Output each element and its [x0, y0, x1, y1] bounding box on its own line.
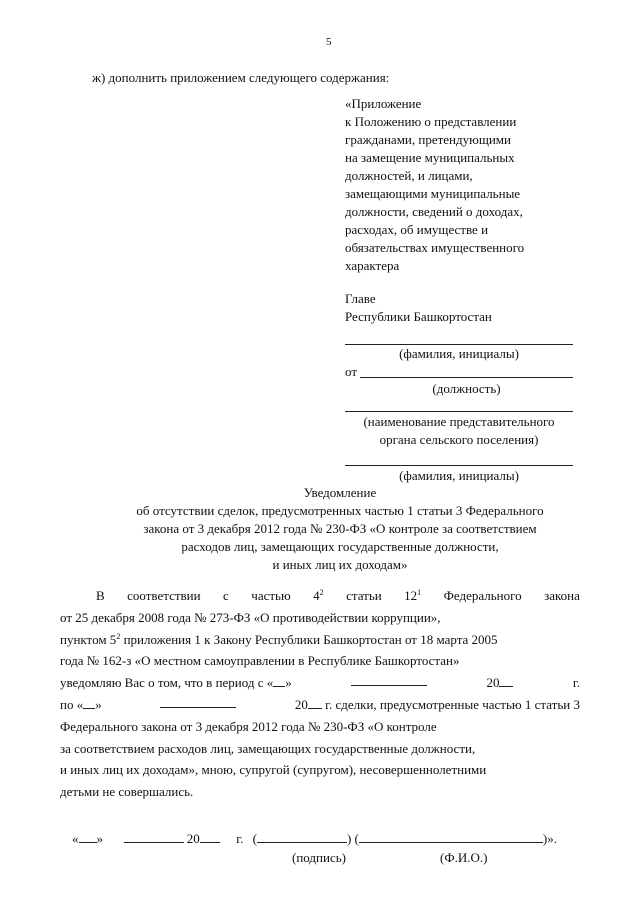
appendix-heading: [345, 95, 585, 275]
appendix-line: к Положению о представлении: [345, 114, 517, 129]
month-field[interactable]: [351, 672, 427, 686]
from-field-line[interactable]: [360, 377, 573, 378]
appendix-line: «Приложение: [345, 96, 422, 111]
month-to-field[interactable]: [160, 694, 236, 708]
title-line: об отсутствии сделок, предусмотренных частью 1 статьи 3 Федерального: [136, 503, 544, 518]
body-line-5: уведомляю Вас о том, что в период с « » 20 г.: [60, 672, 580, 694]
addressee-block: [345, 290, 492, 326]
intro-line: ж) дополнить приложением следующего содержания:: [92, 70, 390, 85]
position-caption: (должность): [432, 381, 501, 396]
sign-month-field[interactable]: [124, 829, 184, 843]
body-line-3: пунктом $5^2$ приложения 1 к Закону Республики Башкортостан от 18 марта 2005: [60, 631, 498, 647]
year-field[interactable]: [499, 673, 513, 687]
body-line-9: и иных лиц их доходам», мною, супругой (супругом), несовершеннолетними: [60, 762, 487, 778]
body-line-10: детьми не совершались.: [60, 784, 194, 800]
from-label: от: [345, 364, 358, 379]
title-line: расходов лиц, замещающих государственные должности,: [181, 539, 499, 554]
day-field[interactable]: [273, 673, 285, 687]
appendix-line: гражданами, претендующими: [345, 132, 511, 147]
appendix-line: должностей, и лицами,: [345, 168, 473, 183]
fio-field[interactable]: [359, 829, 543, 843]
signature-caption: (подпись): [292, 850, 346, 865]
appendix-line: на замещение муниципальных: [345, 150, 515, 165]
body-line-2: от 25 декабря 2008 года № 273-ФЗ «О противодействии коррупции»,: [60, 609, 441, 625]
body-line-8: за соответствием расходов лиц, замещающих государственные должности,: [60, 740, 476, 756]
day-to-field[interactable]: [83, 695, 95, 709]
body-caption-1: (наименование представительного: [363, 414, 555, 429]
title-line: закона от 3 декабря 2012 года № 230-ФЗ «О контроле за соответствием: [143, 521, 537, 536]
appendix-line: обязательствах имущественного: [345, 240, 525, 255]
addressee-line: Главе: [345, 291, 376, 306]
year-to-field[interactable]: [308, 695, 322, 709]
body-name-field-line[interactable]: [345, 411, 573, 412]
name2-caption: (фамилия, инициалы): [399, 468, 519, 483]
body-line-1: В соответствии с частью $4^2$ статьи $12^1$ Федерального закона: [96, 588, 580, 603]
title-line: Уведомление: [303, 485, 377, 500]
name2-field-line[interactable]: [345, 465, 573, 466]
fio-caption: (Ф.И.О.): [440, 850, 488, 865]
name-caption: (фамилия, инициалы): [399, 346, 519, 361]
page-number: 5: [326, 36, 332, 48]
body-line-7: Федерального закона от 3 декабря 2012 года № 230-ФЗ «О контроле: [60, 718, 437, 734]
signature-row: « » 20 г. ( ) ( )».: [72, 831, 557, 846]
notification-body: [60, 585, 580, 803]
body-caption-2: органа сельского поселения): [379, 432, 539, 447]
body-line-6: по « » 20 г. сделки, предусмотренные частью 1 статьи 3: [60, 694, 580, 716]
appendix-line: расходах, об имуществе и: [345, 222, 489, 237]
body-line-4: года № 162-з «О местном самоуправлении в Республике Башкортостан»: [60, 653, 460, 669]
sign-day-field[interactable]: [79, 829, 97, 843]
title-line: и иных лиц их доходам»: [272, 557, 408, 572]
sign-year-field[interactable]: [200, 829, 220, 843]
appendix-line: характера: [345, 258, 400, 273]
signature-field[interactable]: [257, 829, 347, 843]
addressee-line: Республики Башкортостан: [345, 309, 492, 324]
appendix-line: должности, сведений о доходах,: [345, 204, 523, 219]
notification-title: [60, 484, 620, 574]
appendix-line: замещающими муниципальные: [345, 186, 521, 201]
